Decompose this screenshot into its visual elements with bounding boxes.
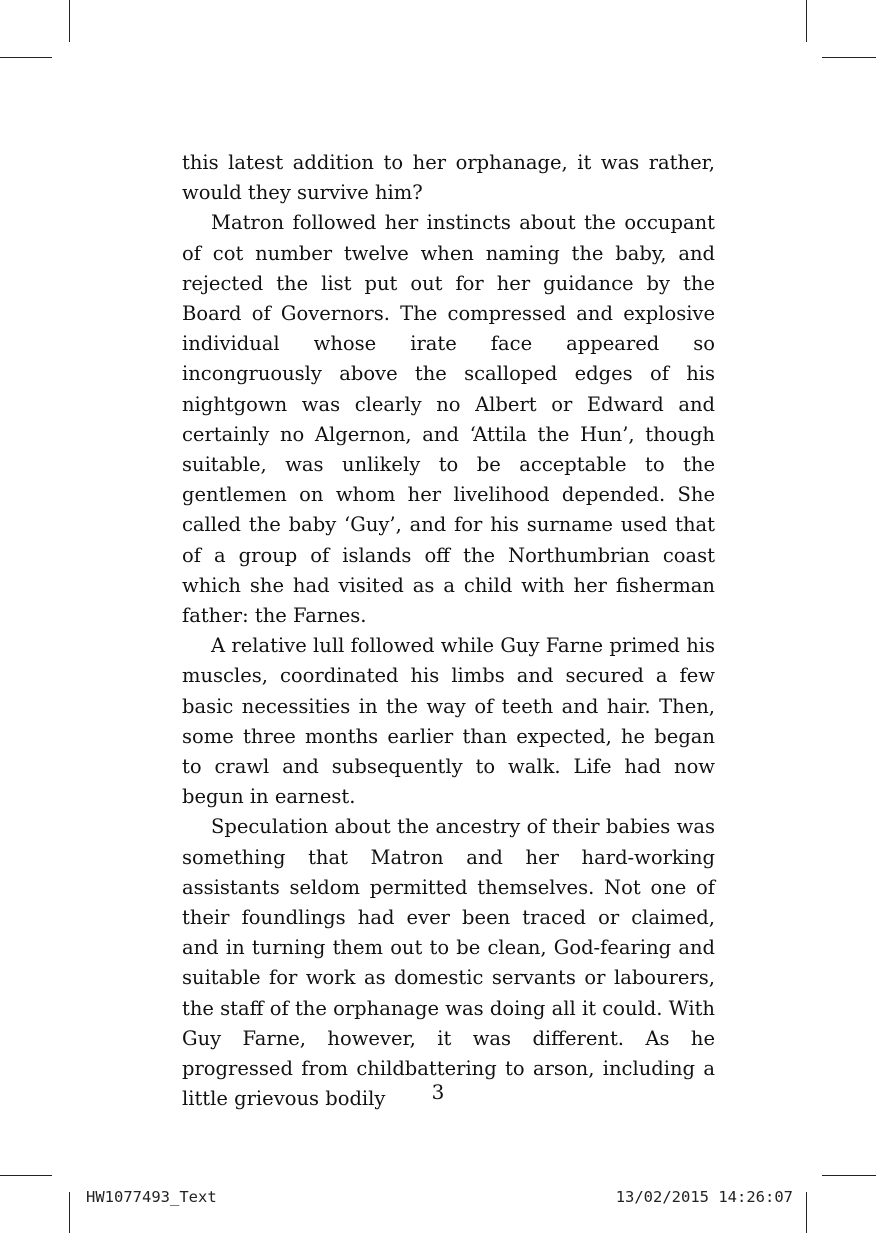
paragraph-4: Speculation about the ancestry of their babies was something that Matron and her hard-working assistants seldom permitted themselves. Not one of their foundlings had ever been traced or claimed, and in turning them out to be clean, God-fearing and suitable for work as domestic servants or labourers, the staff of the orphanage was doing all it could. With Guy Farne, however, it was different. As he progressed from childbattering to arson, including a little grievous bodily: [182, 815, 715, 1111]
crop-mark-top-right-vertical: [806, 0, 807, 42]
crop-mark-bottom-left-vertical: [69, 1192, 70, 1233]
crop-mark-bottom-left-horizontal: [0, 1175, 52, 1176]
crop-mark-top-right-horizontal: [822, 57, 876, 58]
crop-mark-top-left-horizontal: [0, 57, 52, 58]
slug-timestamp: 13/02/2015 14:26:07: [615, 1188, 793, 1206]
page-number: 3: [431, 1080, 445, 1104]
crop-mark-bottom-right-horizontal: [822, 1175, 876, 1176]
paragraph-2: Matron followed her instincts about the occupant of cot number twelve when naming the baby, and rejected the list put out for her guidance by the Board of Governors. The compressed and explosive individual whose irate face appeared so incongruously above the scalloped edges of his nightgown was clearly no Albert or Edward and certainly no Algernon, and ‘Attila the Hun’, though suitable, was unlikely to be acceptable to the gentlemen on whom her livelihood depended. She called the baby ‘Guy’, and for his surname used that of a group of islands off the Northumbrian coast which she had visited as a child with her fisherman father: the Farnes.: [182, 211, 715, 628]
paragraph-3: A relative lull followed while Guy Farne primed his muscles, coordinated his limbs and secured a few basic necessities in the way of teeth and hair. Then, some three months earlier than expected, he began to crawl and subsequently to walk. Life had now begun in earnest.: [182, 634, 715, 809]
slug-file-name: HW1077493_Text: [86, 1188, 217, 1206]
crop-mark-bottom-right-vertical: [806, 1192, 807, 1233]
paragraph-1: this latest addition to her orphanage, it was rather, would they survive him?: [182, 151, 715, 205]
body-text: [182, 148, 715, 1115]
crop-mark-top-left-vertical: [69, 0, 70, 42]
